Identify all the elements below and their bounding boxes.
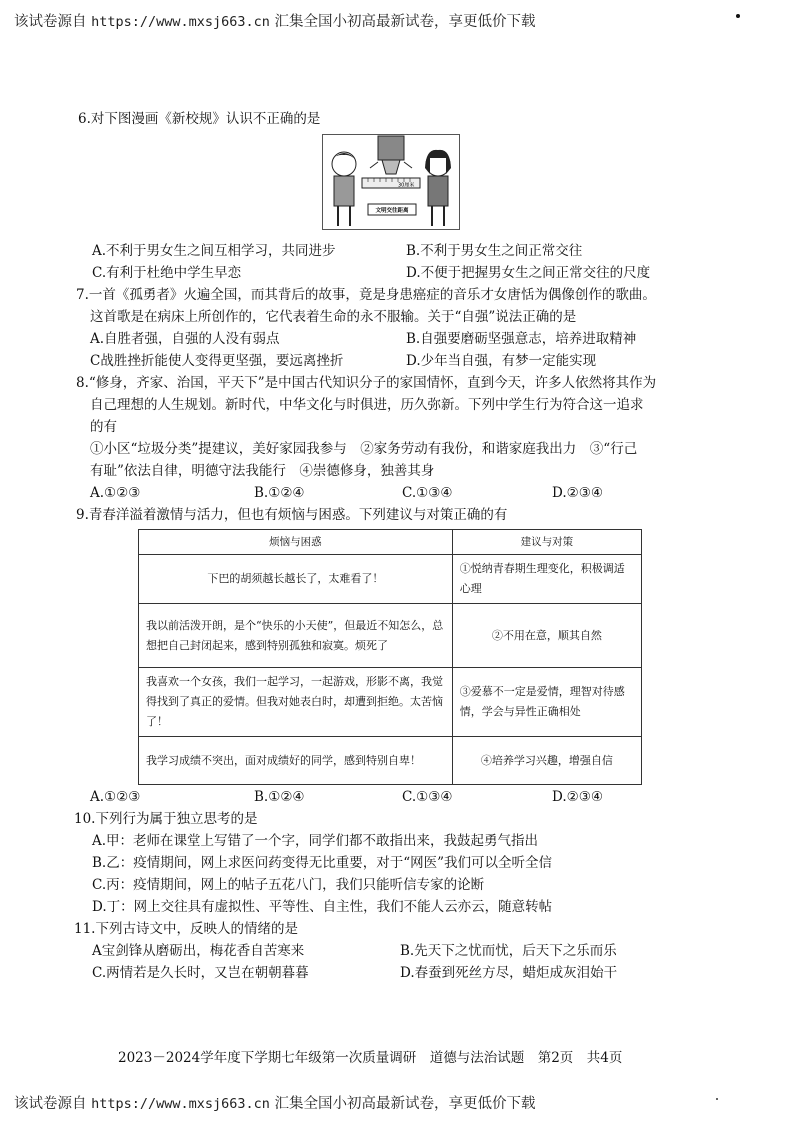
option-7a[interactable]: A.自胜者强，自强的人没有弱点 bbox=[90, 331, 280, 347]
table-row bbox=[139, 737, 642, 785]
question-7-line-1: 7.一首《孤勇者》火遍全国，而其背后的故事，竟是身患癌症的音乐才女唐恬为偶像创作的歌曲。 bbox=[76, 287, 656, 303]
option-7d[interactable]: D.少年当自强，有梦一定能实现 bbox=[406, 353, 597, 369]
question-10-stem: 10.下列行为属于独立思考的是 bbox=[74, 811, 258, 827]
option-7b[interactable]: B.自强要磨砺坚强意志，培养进取精神 bbox=[406, 331, 637, 347]
table-cell: ④培养学习兴趣，增强自信 bbox=[452, 737, 641, 785]
option-9c[interactable]: C.①③④ bbox=[402, 789, 453, 805]
banner-prefix: 该试卷源自 bbox=[14, 14, 87, 30]
option-11c[interactable]: C.两情若是久长时，又岂在朝朝暮暮 bbox=[92, 965, 309, 981]
option-10c[interactable]: C.丙：疫情期间，网上的帖子五花八门，我们只能听信专家的论断 bbox=[92, 877, 485, 893]
table-cell: ②不用在意，顺其自然 bbox=[452, 604, 641, 668]
question-9-options bbox=[76, 786, 696, 808]
ruler-label: 30厘米 bbox=[398, 182, 415, 189]
question-7-line-2: 这首歌是在病床上所创作的，它代表着生命的永不服输。关于“自强”说法正确的是 bbox=[90, 309, 577, 325]
source-banner-top bbox=[14, 10, 536, 31]
option-10b[interactable]: B.乙：疫情期间，网上求医问药变得无比重要，对于“网医”我们可以全听全信 bbox=[92, 855, 553, 871]
question-6-stem: 6.对下图漫画《新校规》认识不正确的是 bbox=[78, 111, 321, 127]
question-9-stem: 9.青春洋溢着激情与活力，但也有烦恼与困惑。下列建议与对策正确的有 bbox=[76, 507, 508, 523]
banner-suffix: 汇集全国小初高最新试卷，享更低价下载 bbox=[274, 14, 536, 30]
question-6-options bbox=[78, 240, 698, 284]
question-11 bbox=[74, 918, 694, 984]
option-7c[interactable]: C战胜挫折能使人变得更坚强，要远离挫折 bbox=[90, 353, 344, 369]
question-8-line-5: 有耻”依法自律，明德守法我能行 ④崇德修身，独善其身 bbox=[90, 463, 435, 479]
question-9 bbox=[76, 504, 696, 526]
option-10d[interactable]: D.丁：网上交往具有虚拟性、平等性、自主性，我们不能人云亦云，随意转帖 bbox=[92, 899, 553, 915]
option-6a[interactable]: A.不利于男女生之间互相学习，共同进步 bbox=[92, 243, 336, 259]
option-11d[interactable]: D.春蚕到死丝方尽，蜡炬成灰泪始干 bbox=[400, 965, 618, 981]
cartoon-new-school-rule bbox=[322, 134, 460, 230]
page-footer: 2023－2024学年度下学期七年级第一次质量调研 道德与法治试题 第2页 共4页 bbox=[118, 1050, 623, 1066]
option-10a[interactable]: A.甲：老师在课堂上写错了一个字，同学们都不敢指出来，我鼓起勇气指出 bbox=[92, 833, 539, 849]
option-8c[interactable]: C.①③④ bbox=[402, 485, 453, 501]
option-11a[interactable]: A宝剑锋从磨砺出，梅花香自苦寒来 bbox=[92, 943, 305, 959]
option-8b[interactable]: B.①②④ bbox=[254, 485, 305, 501]
table-cell: ③爱慕不一定是爱情，理智对待感情，学会与异性正确相处 bbox=[452, 668, 641, 737]
question-8 bbox=[76, 372, 696, 504]
speck-mark bbox=[736, 14, 740, 18]
option-9b[interactable]: B.①②④ bbox=[254, 789, 305, 805]
table-row bbox=[139, 604, 642, 668]
question-11-stem: 11.下列古诗文中，反映人的情绪的是 bbox=[74, 921, 298, 937]
table-cell: 我以前活泼开朗，是个“快乐的小天使”，但最近不知怎么，总想把自己封闭起来，感到特别孤独和寂寞。烦死了 bbox=[139, 604, 453, 668]
banner-suffix: 汇集全国小初高最新试卷，享更低价下载 bbox=[274, 1096, 536, 1112]
banner-url[interactable]: https://www.mxsj663.cn bbox=[91, 14, 270, 30]
option-8a[interactable]: A.①②③ bbox=[90, 485, 141, 501]
cartoon-label: 文明交往距离 bbox=[375, 208, 409, 214]
table-cell: 我学习成绩不突出，面对成绩好的同学，感到特别自卑！ bbox=[139, 737, 453, 785]
table-row bbox=[139, 555, 642, 604]
option-6d[interactable]: D.不便于把握男女生之间正常交往的尺度 bbox=[406, 265, 651, 281]
table-cell: 我喜欢一个女孩，我们一起学习，一起游戏，形影不离，我觉得找到了真正的爱情。但我对她表白时，却遭到拒绝。太苦恼了！ bbox=[139, 668, 453, 737]
advice-table bbox=[138, 529, 642, 785]
banner-prefix: 该试卷源自 bbox=[14, 1096, 87, 1112]
table-header: 建议与对策 bbox=[452, 530, 641, 555]
question-6 bbox=[78, 108, 698, 130]
option-9a[interactable]: A.①②③ bbox=[90, 789, 141, 805]
question-10 bbox=[74, 808, 694, 918]
banner-url[interactable]: https://www.mxsj663.cn bbox=[91, 1096, 270, 1112]
question-8-line-3: 的有 bbox=[90, 419, 117, 435]
speck-mark bbox=[716, 1098, 718, 1100]
source-banner-bottom bbox=[14, 1092, 536, 1113]
table-cell: ①悦纳青春期生理变化，积极调适心理 bbox=[452, 555, 641, 604]
option-8d[interactable]: D.②③④ bbox=[552, 485, 603, 501]
table-header: 烦恼与困惑 bbox=[139, 530, 453, 555]
table-row bbox=[139, 668, 642, 737]
question-7 bbox=[76, 284, 696, 372]
option-9d[interactable]: D.②③④ bbox=[552, 789, 603, 805]
option-6c[interactable]: C.有利于杜绝中学生早恋 bbox=[92, 265, 242, 281]
question-8-line-2: 自己理想的人生规划。新时代，中华文化与时俱进，历久弥新。下列中学生行为符合这一追求 bbox=[90, 397, 644, 413]
table-header-row bbox=[139, 530, 642, 555]
table-cell: 下巴的胡须越长越长了，太难看了！ bbox=[139, 555, 453, 604]
option-6b[interactable]: B.不利于男女生之间正常交往 bbox=[406, 243, 583, 259]
question-8-line-4: ①小区“垃圾分类”提建议，美好家园我参与 ②家务劳动有我份，和谐家庭我出力 ③“行己 bbox=[90, 441, 638, 457]
question-8-line-1: 8.“修身，齐家、治国，平天下”是中国古代知识分子的家国情怀，直到今天，许多人依然将其作为 bbox=[76, 375, 657, 391]
option-11b[interactable]: B.先天下之忧而忧，后天下之乐而乐 bbox=[400, 943, 617, 959]
